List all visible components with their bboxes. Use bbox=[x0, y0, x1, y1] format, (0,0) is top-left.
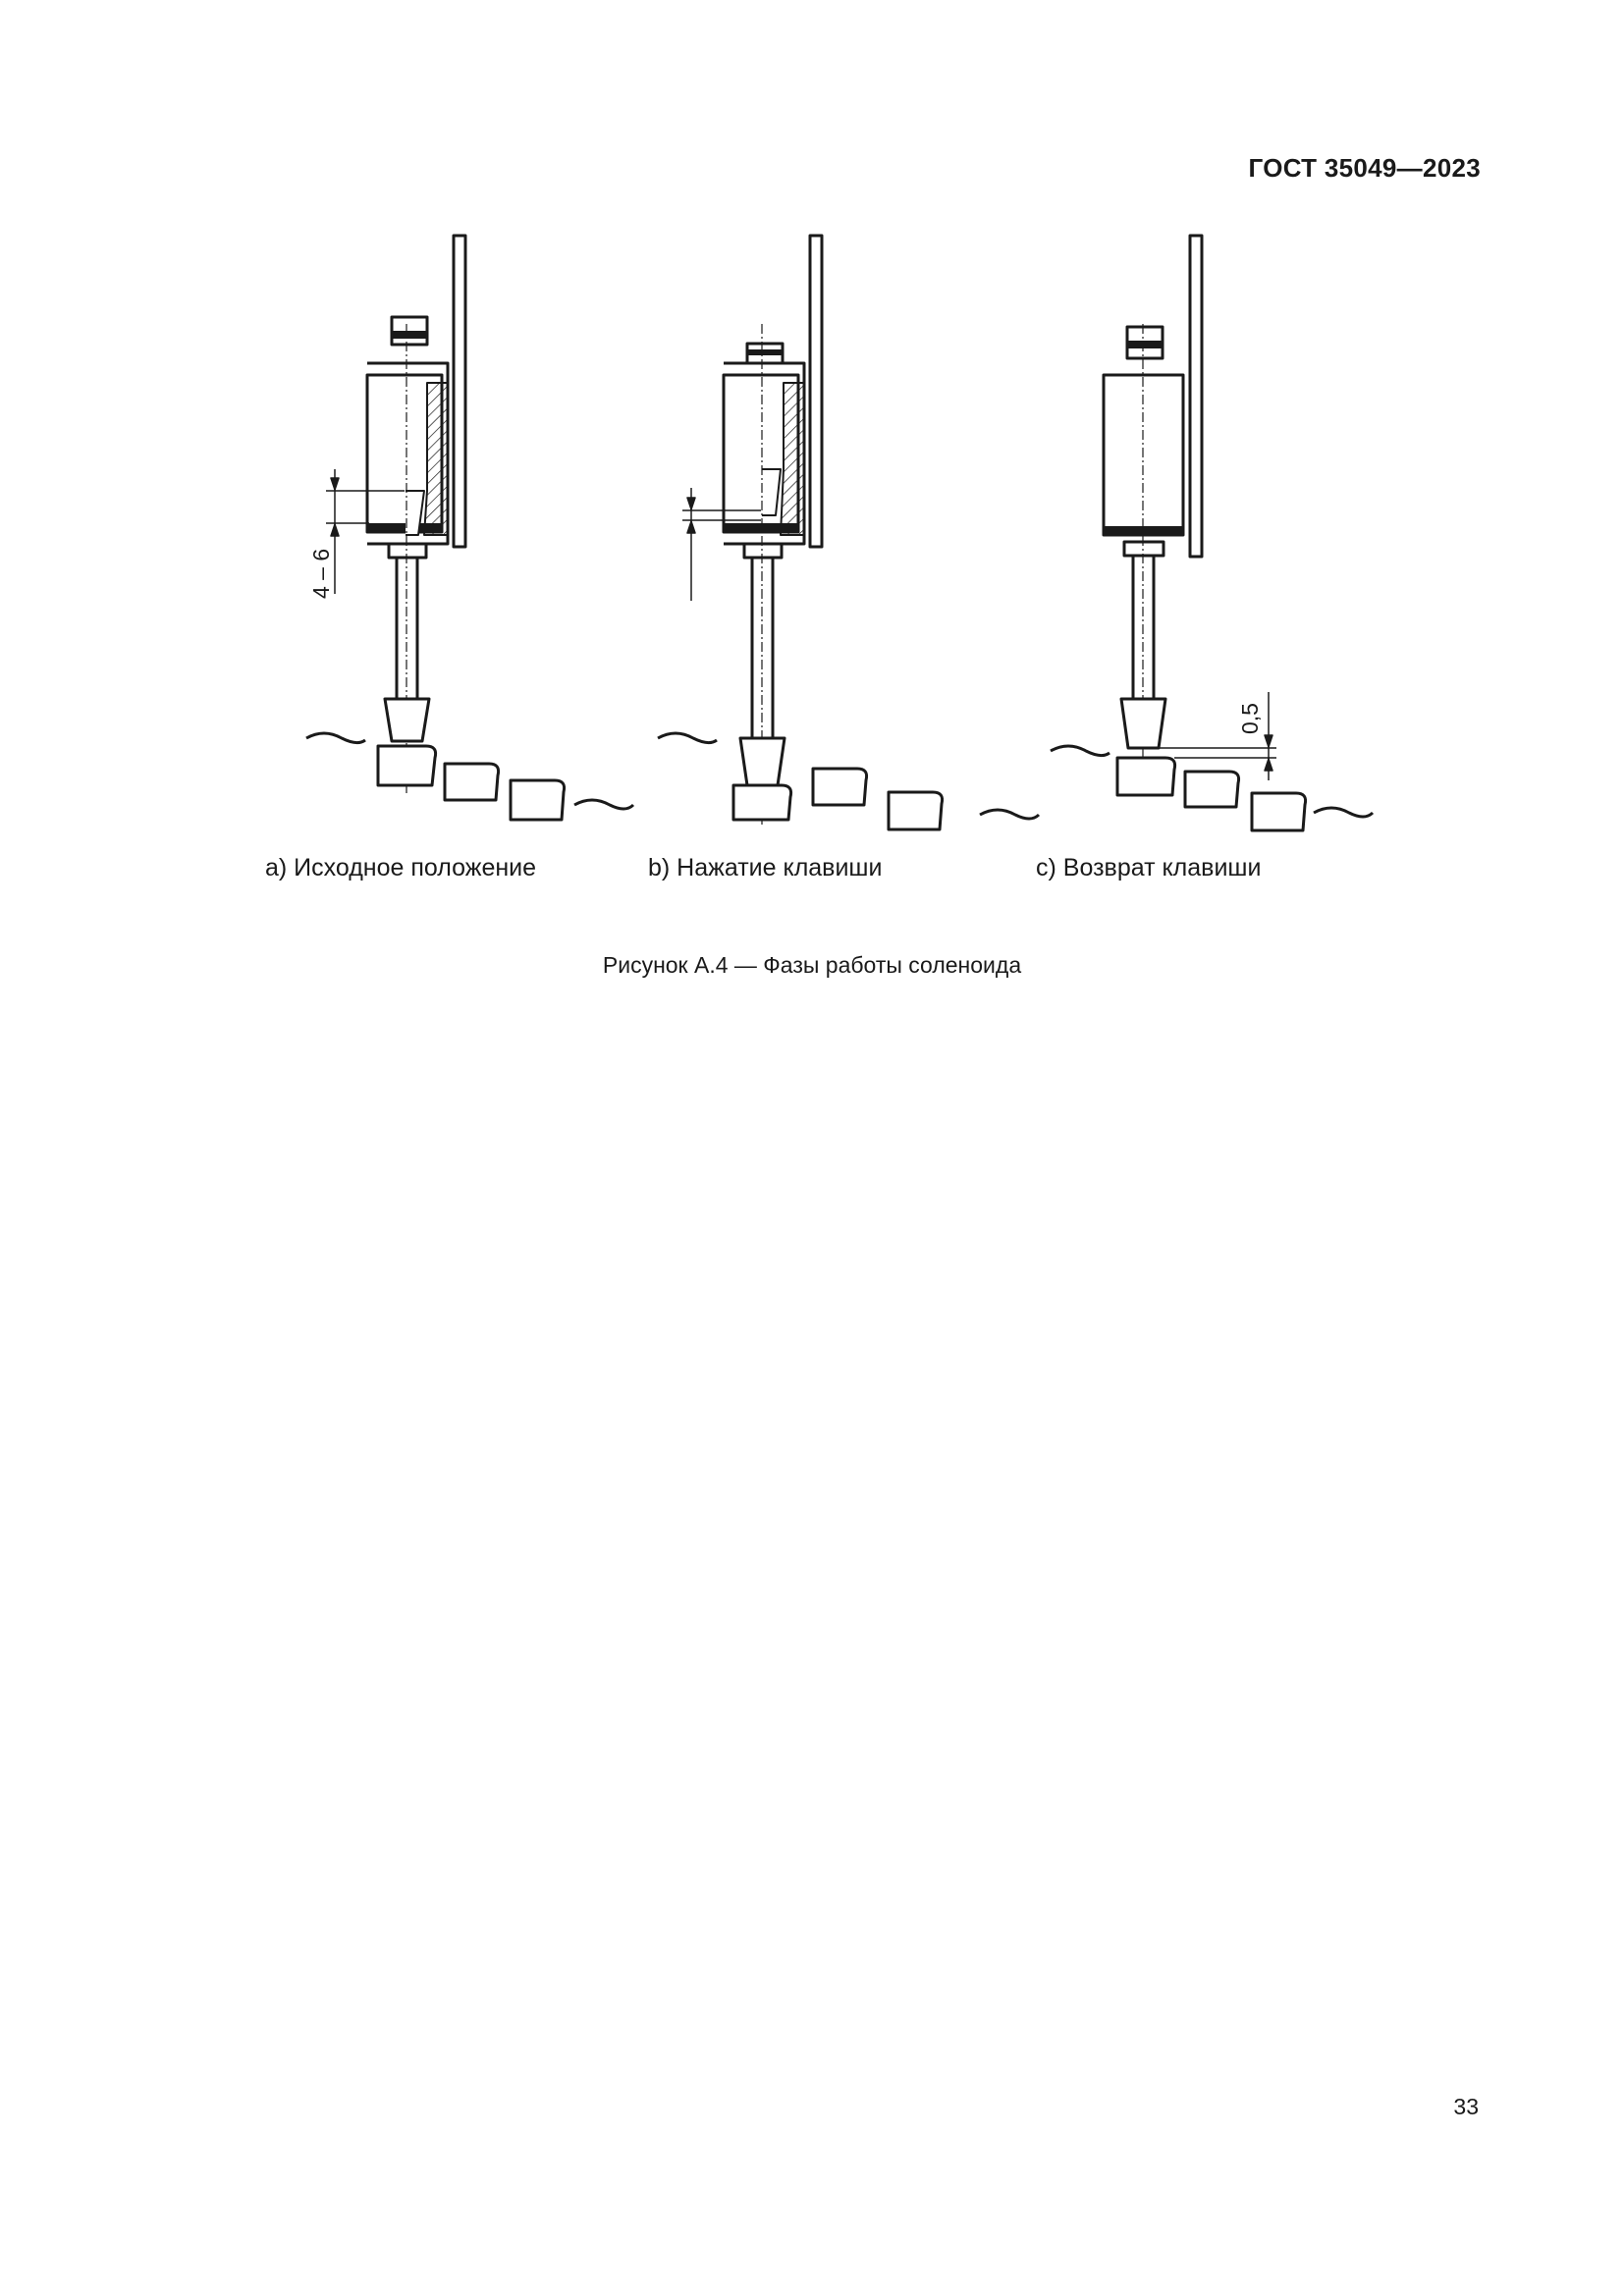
panel-b-key-2 bbox=[813, 769, 867, 805]
panel-a-key-1 bbox=[378, 746, 436, 785]
panel-c-key-3 bbox=[1252, 793, 1306, 830]
panel-c-key-2 bbox=[1185, 772, 1239, 807]
panel-a-drawing bbox=[306, 236, 633, 820]
panel-c-mount-plate bbox=[1190, 236, 1202, 557]
panel-c-caption: c) Возврат клавиши bbox=[1036, 854, 1262, 881]
panel-a-plunger-tip bbox=[385, 699, 429, 741]
figure-caption: Рисунок А.4 — Фазы работы соленоида bbox=[602, 952, 1022, 978]
panel-b-key-3 bbox=[889, 792, 943, 829]
panel-b-mount-plate bbox=[810, 236, 822, 547]
panel-c-plunger-tip bbox=[1121, 699, 1165, 748]
solenoid-diagram bbox=[0, 0, 1624, 982]
panel-c-drawing bbox=[1051, 236, 1373, 830]
panel-a-caption: a) Исходное положение bbox=[265, 854, 537, 881]
panel-b-plunger-tip bbox=[740, 738, 785, 785]
panel-a-key-3 bbox=[511, 780, 565, 820]
solenoid-phases-figure bbox=[0, 0, 1624, 982]
panel-b-key-1 bbox=[733, 785, 791, 820]
panel-c-key-1 bbox=[1117, 758, 1175, 795]
panel-a-mount-plate bbox=[454, 236, 465, 547]
panel-b-drawing bbox=[658, 236, 1039, 829]
panel-b-caption: b) Нажатие клавиши bbox=[648, 854, 883, 881]
standard-designation: ГОСТ 35049—2023 bbox=[1248, 153, 1481, 183]
dimension-return-label: 0,5 bbox=[1237, 703, 1263, 734]
dimension-gap-label: 4 – 6 bbox=[308, 548, 334, 599]
page-number: 33 bbox=[1453, 2094, 1479, 2119]
panel-a-key-2 bbox=[445, 764, 499, 800]
